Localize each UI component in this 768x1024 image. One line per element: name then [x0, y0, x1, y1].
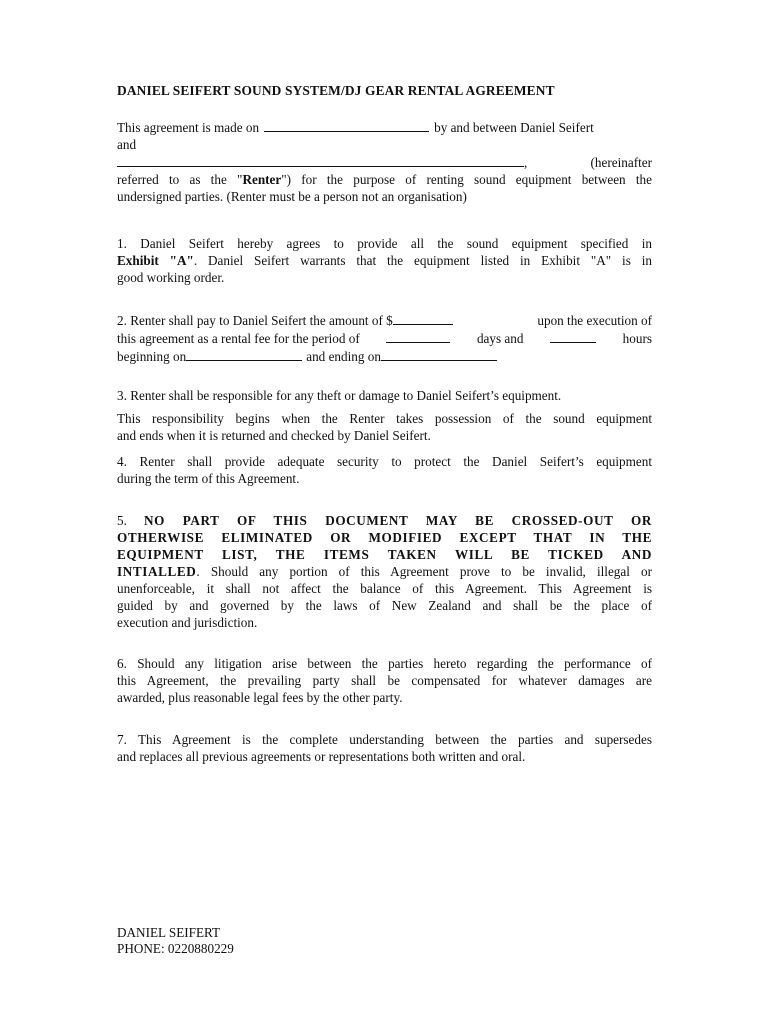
clause-4: 4. Renter shall provide adequate security to protect the Daniel Seifert’s equipment during the term of this Agreement. — [117, 454, 652, 486]
intro-line-4: referred to as the "Renter") for the purpose of renting sound equipment between the — [117, 172, 652, 187]
clause-3: 3. Renter shall be responsible for any theft or damage to Daniel Seifert’s equipment. This responsibility begins when the Renter takes possession of the sound equipment and ends when it is returned and checked by Daniel Seifert. — [117, 388, 652, 443]
start-date-blank — [186, 347, 302, 361]
days-blank — [386, 329, 450, 343]
intro-paragraph: This agreement is made on by and between Daniel Seifert and , (hereinafter referred to as the "Renter") for the purpose of renting sound equipment between the undersigned parties. (Renter must be a person not an organisation) — [117, 120, 652, 204]
document-title: DANIEL SEIFERT SOUND SYSTEM/DJ GEAR RENTAL AGREEMENT — [117, 83, 555, 98]
clause-2: 2. Renter shall pay to Daniel Seifert the amount of $ upon the execution of this agreement as a rental fee for the period of days and hours beginning on and ending on — [117, 313, 652, 364]
clause-6: 6. Should any litigation arise between the parties hereto regarding the performance of this Agreement, the prevailing party shall be compensated for whatever damages are awarded, plus reasonable legal fees by the other party. — [117, 656, 652, 705]
renter-name-blank — [117, 153, 524, 167]
clause-1: 1. Daniel Seifert hereby agrees to provide all the sound equipment specified in Exhibit "A". Daniel Seifert warrants that the equipment listed in Exhibit "A" is in good working order. — [117, 236, 652, 285]
amount-blank — [393, 311, 453, 325]
renter-term: Renter — [242, 172, 282, 187]
end-date-blank — [381, 347, 497, 361]
footer-phone: PHONE: 0220880229 — [117, 941, 234, 956]
document-page — [117, 0, 652, 1024]
intro-line-1: This agreement is made on by and between Daniel Seifert — [117, 120, 594, 135]
clause-5: 5. NO PART OF THIS DOCUMENT MAY BE CROSSED-OUT OR OTHERWISE ELIMINATED OR MODIFIED EXCEPT THAT IN THE EQUIPMENT LIST, THE ITEMS TAKEN WILL BE TICKED AND INTIALLED. Should any portion of this Agreement prove to be invalid, illegal or unenforceable, it shall not affect the balance of this Agreement. This Agreement is guided by and governed by the laws of New Zealand and shall be the place of execution and jurisdiction. — [117, 513, 653, 630]
exhibit-a-term: Exhibit "A" — [117, 253, 194, 268]
contact-footer — [117, 925, 234, 957]
intro-line-3: , (hereinafter — [117, 153, 652, 171]
clause-7: 7. This Agreement is the complete understanding between the parties and supersedes and replaces all previous agreements or representations both written and oral. — [117, 732, 652, 764]
date-blank — [264, 118, 429, 132]
footer-name: DANIEL SEIFERT — [117, 925, 221, 940]
hours-blank — [550, 329, 596, 343]
